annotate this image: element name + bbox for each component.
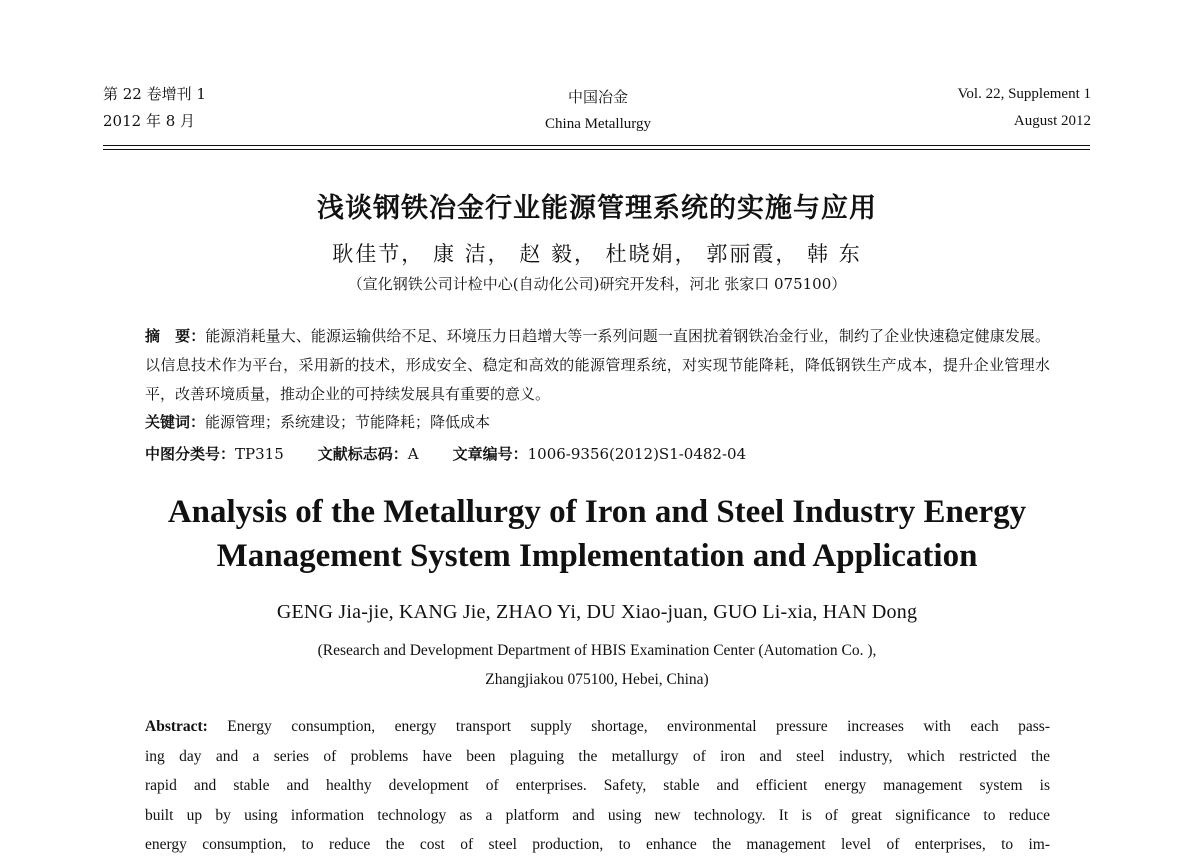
header-rule (103, 145, 1090, 146)
affiliation-en-line2: Zhangjiakou 075100, Hebei, China) (485, 671, 709, 688)
abstract-en-line-text: Energy consumption, energy transport supply shortage, environmental pressure increases with each pass- (207, 718, 1050, 735)
paper-title-en-line2: Management System Implementation and Application (216, 538, 978, 574)
journal-issue-en (958, 81, 1091, 135)
authors-cn: 耿佳节， 康 洁， 赵 毅， 杜晓娟， 郭丽霞， 韩 东 (332, 242, 862, 266)
date-cn: 2012 年 8 月 (103, 112, 196, 130)
abstract-en (145, 712, 1050, 860)
keywords-cn (145, 411, 490, 432)
volume-en: Vol. 22, Supplement 1 (957, 86, 1091, 102)
abstract-en-line: built up by using information technology as a platform and using new technology. It is of great significance to reduce (145, 806, 1050, 824)
abstract-en-line (145, 712, 1050, 742)
clc-label: 中图分类号： (145, 445, 236, 463)
date-en: August 2012 (1013, 113, 1091, 129)
volume-cn: 第 22 卷增刊 1 (103, 85, 206, 103)
affiliation-en-line1: (Research and Development Department of HBIS Examination Center (Automation Co. ), (317, 642, 877, 659)
abstract-en-line: energy consumption, to reduce the cost of steel production, to enhance the management level of enterprises, to im- (145, 836, 1050, 853)
abstract-cn-text: 能源消耗量大、能源运输供给不足、环境压力日趋增大等一系列问题一直困扰着钢铁冶金行业，制约了企业快速稳定健康发展。以信息技术作为平台，采用新的技术，形成安全、稳定和高效的能源管理系统，对实现节能降耗，降低钢铁生产成本，提升企业管理水平，改善环境质量，推动企业的可持续发展具有重要的意义。 (145, 327, 1050, 403)
doc-code-value: A (407, 445, 419, 463)
abstract-en-label: Abstract: (145, 718, 208, 735)
keywords-cn-text: 能源管理；系统建设；节能降耗；降低成本 (205, 413, 491, 431)
article-no-label: 文章编号： (452, 445, 528, 463)
paper-title-cn: 浅谈钢铁冶金行业能源管理系统的实施与应用 (317, 193, 877, 224)
classification-line (145, 443, 746, 464)
journal-name-cn: 中国冶金 (567, 88, 628, 106)
abstract-cn (145, 322, 1050, 409)
keywords-cn-label: 关键词： (145, 413, 206, 431)
clc-value: TP315 (235, 445, 284, 463)
authors-en: GENG Jia-jie, KANG Jie, ZHAO Yi, DU Xiao-juan, GUO Li-xia, HAN Dong (276, 601, 918, 623)
paper-title-en-line1: Analysis of the Metallurgy of Iron and Steel Industry Energy (167, 494, 1027, 530)
abstract-en-line: ing day and a series of problems have been plaguing the metallurgy of iron and steel industry, which restricted the (145, 747, 1050, 765)
doc-code-label: 文献标志码： (317, 445, 408, 463)
article-no-value: 1006-9356(2012)S1-0482-04 (527, 445, 747, 463)
abstract-cn-label: 摘 要： (145, 327, 206, 345)
affiliation-en (0, 636, 1194, 694)
paper-title-en (0, 490, 1194, 578)
abstract-en-line: rapid and stable and healthy development of enterprises. Safety, stable and efficient energy management system is (145, 777, 1050, 794)
journal-name-en: China Metallurgy (545, 116, 651, 132)
header-rule-thin (103, 149, 1090, 150)
affiliation-cn: （宣化钢铁公司计检中心(自动化公司)研究开发科，河北 张家口 075100） (347, 275, 847, 293)
